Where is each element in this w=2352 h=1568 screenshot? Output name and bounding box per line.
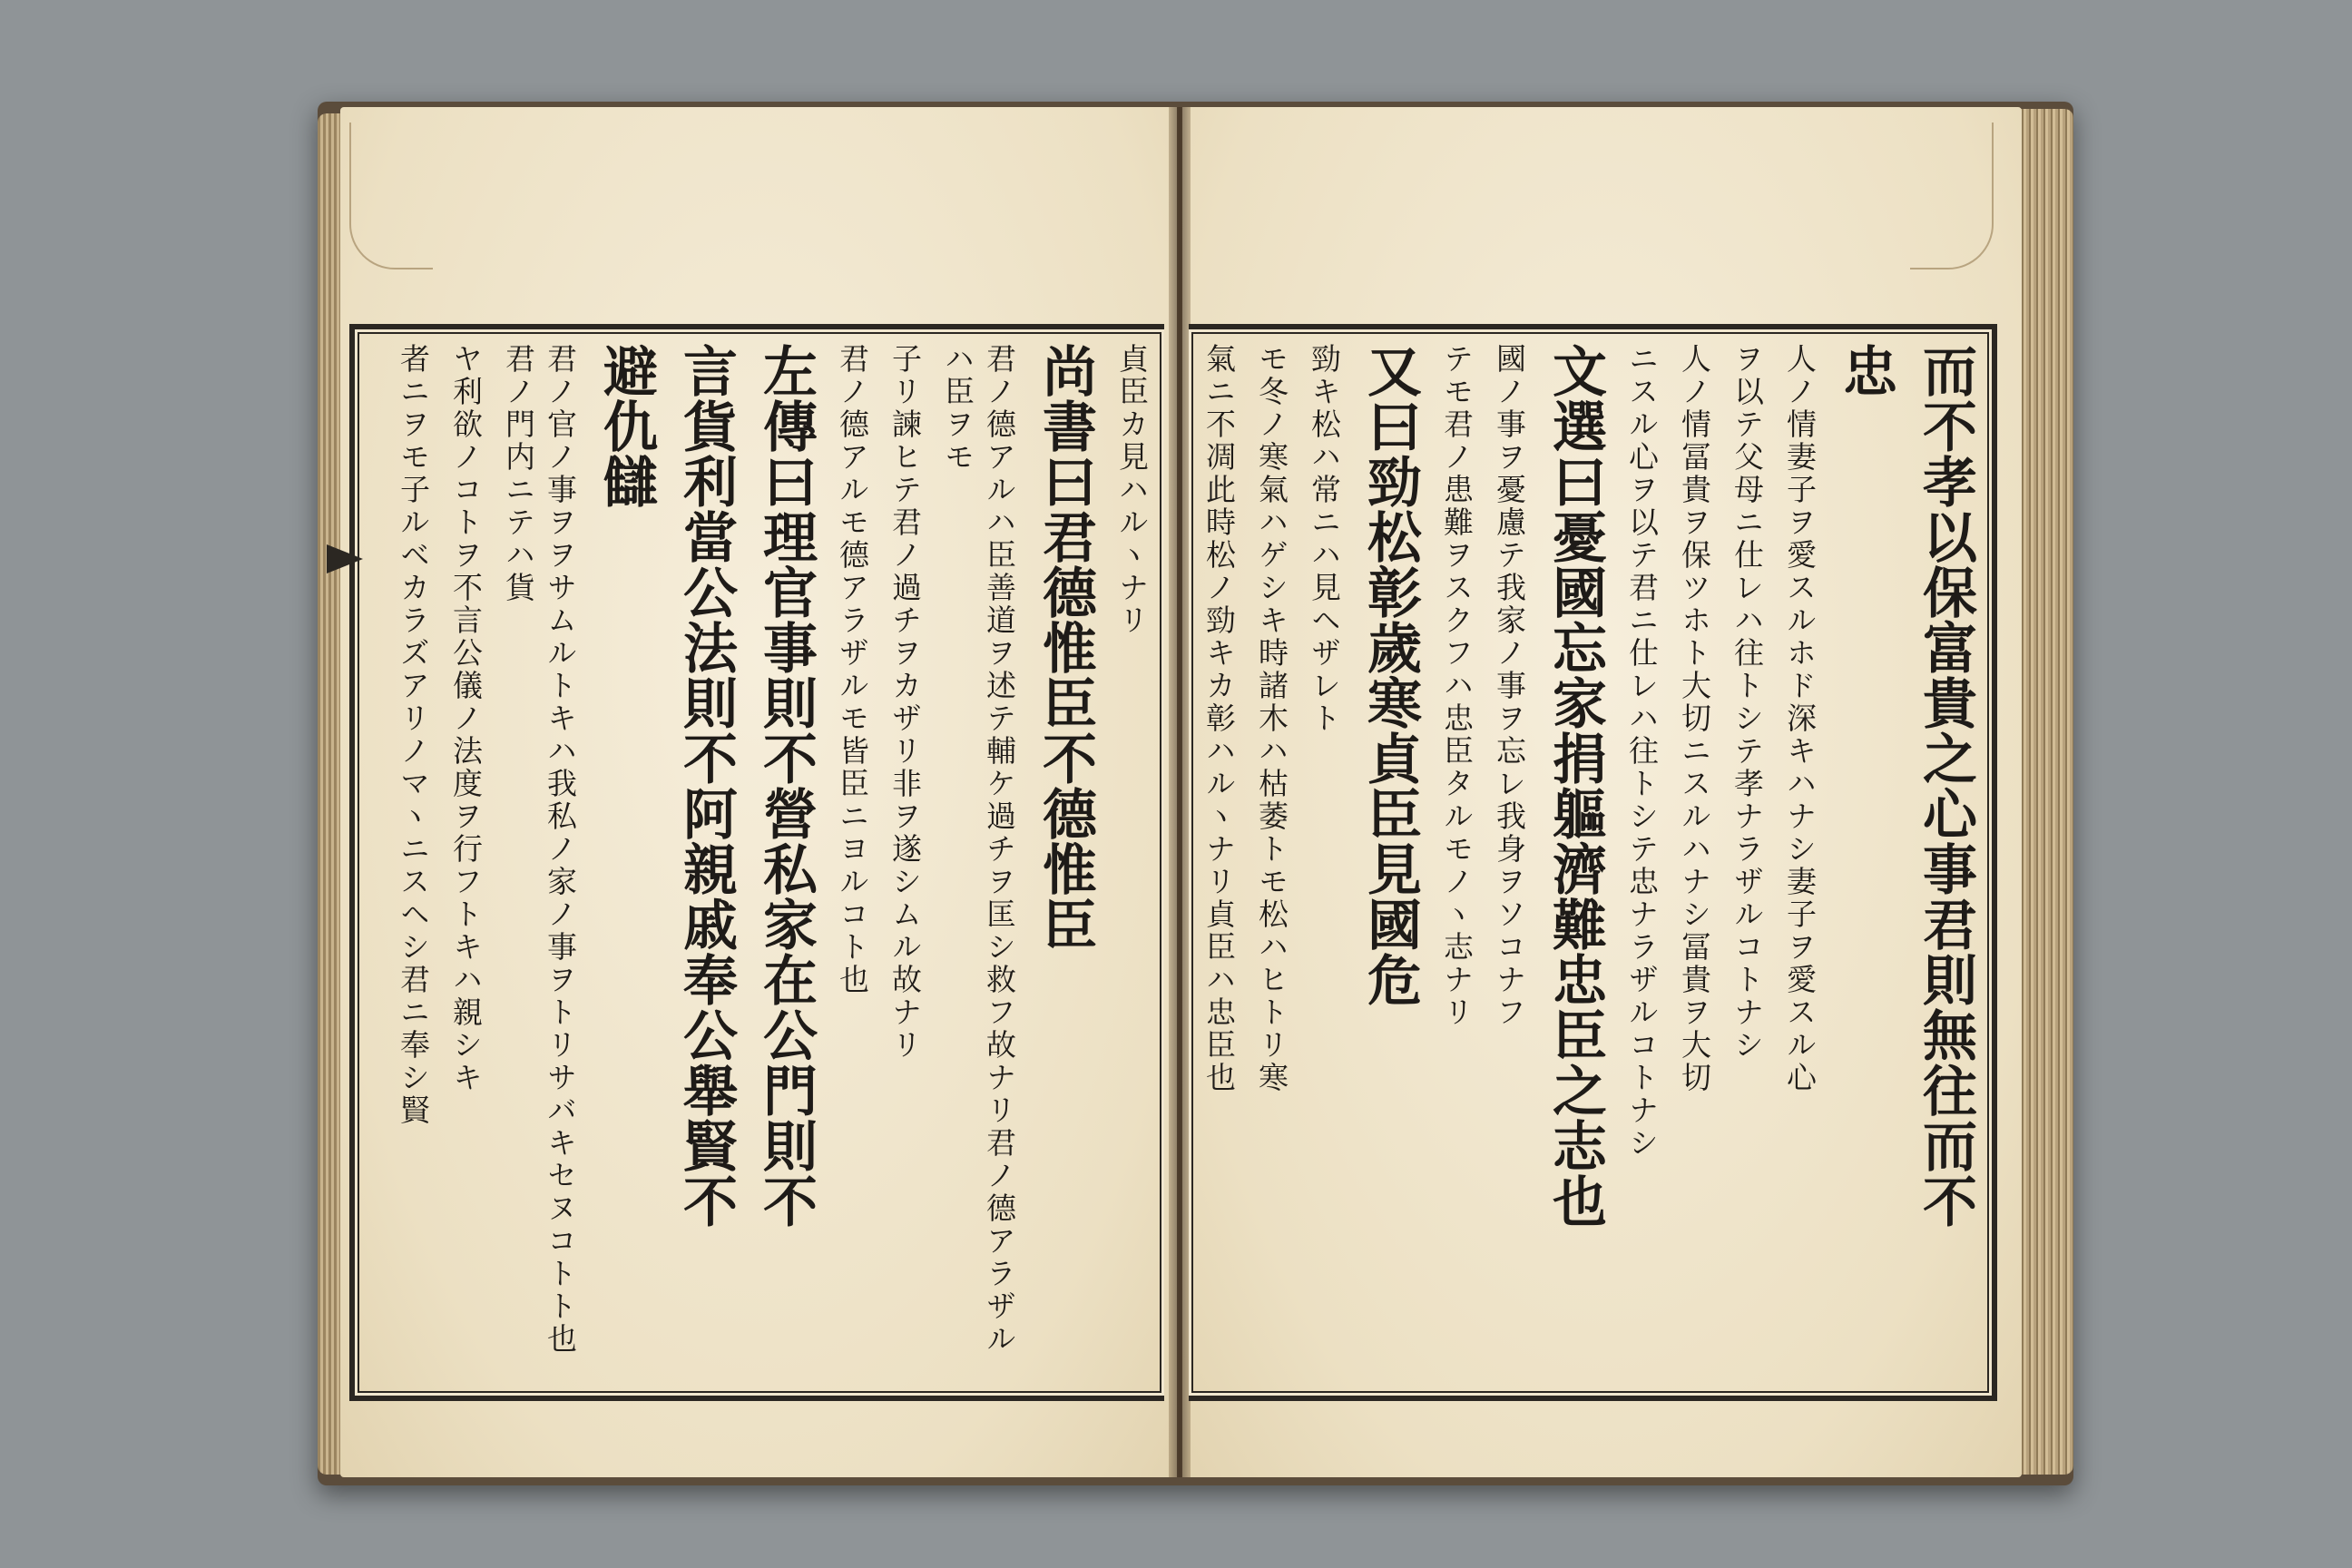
text-column: 君ノ官ノ事ヲヲサムルトキハ我私ノ家ノ事ヲトリサバキセヌコトト也君ノ門内ニテハ貨 [501,343,578,1356]
left-page-text [363,343,1152,1377]
text-column: ニスル心ヲ以テ君ニ仕レハ往トシテ忠ナラザルコトナシ [1624,343,1660,1160]
text-column: テモ君ノ患難ヲスクフハ忠臣タルモノヽ志ナリ [1439,343,1475,1029]
worn-paper-mark [349,122,433,270]
text-column: 左傳曰理官事則不營私家在公門則不 [754,343,818,1229]
text-column: 勁キ松ハ常ニハ見ヘザレト [1307,343,1342,735]
text-column: 尚書曰君德惟臣不德惟臣 [1034,343,1097,952]
right-page-edges [2019,109,2073,1475]
text-column: 人ノ情冨貴ヲ保ツホト大切ニスルハナシ冨貴ヲ大切 [1677,343,1712,1094]
worn-paper-mark [1910,122,1994,270]
text-column: 君ノ德アルハ臣善道ヲ述テ輔ケ過チヲ匡シ救フ故ナリ君ノ德アラザルハ臣ヲモ [940,343,1017,1356]
text-column: 而不孝以保富貴之心事君則無往而不 [1914,343,1977,1229]
text-column: 者ニヲモ子ルベカラズアリノマヽニスヘシ君ニ奉シ賢 [396,343,431,1127]
text-column: 氣ニ不凋此時松ノ勁キカ彰ハルヽナリ貞臣ハ忠臣也 [1201,343,1237,1094]
text-column: ヤ利欲ノコトヲ不言公儀ノ法度ヲ行フトキハ親シキ [448,343,484,1094]
text-column: 忠 [1834,343,1897,398]
text-column: 子リ諫ヒテ君ノ過チヲカザリ非ヲ遂シムル故ナリ [887,343,923,1062]
book-gutter [1169,107,1191,1477]
text-column: 貞臣カ見ハルヽナリ [1114,343,1150,637]
text-column: 避仇讎 [594,343,658,509]
text-column: 言貨利當公法則不阿親戚奉公舉賢不 [674,343,738,1229]
text-column: 文選曰憂國忘家捐軀濟難忠臣之志也 [1544,343,1607,1229]
text-column: 又曰勁松彰歲寒貞臣見國危 [1358,343,1422,1007]
text-column: 人ノ情妻子ヲ愛スルホド深キハナシ妻子ヲ愛スル心 [1782,343,1818,1094]
text-column: モ冬ノ寒氣ハゲシキ時諸木ハ枯萎トモ松ハヒトリ寒 [1254,343,1289,1094]
text-column: ヲ以テ父母ニ仕レハ往トシテ孝ナラザルコトナシ [1730,343,1765,1062]
text-column: 國ノ事ヲ憂慮テ我家ノ事ヲ忘レ我身ヲソコナフ [1492,343,1527,1029]
text-column: 君ノ德アルモ德アラザルモ皆臣ニヨルコト也 [835,343,870,996]
right-page-text [1200,343,1980,1377]
